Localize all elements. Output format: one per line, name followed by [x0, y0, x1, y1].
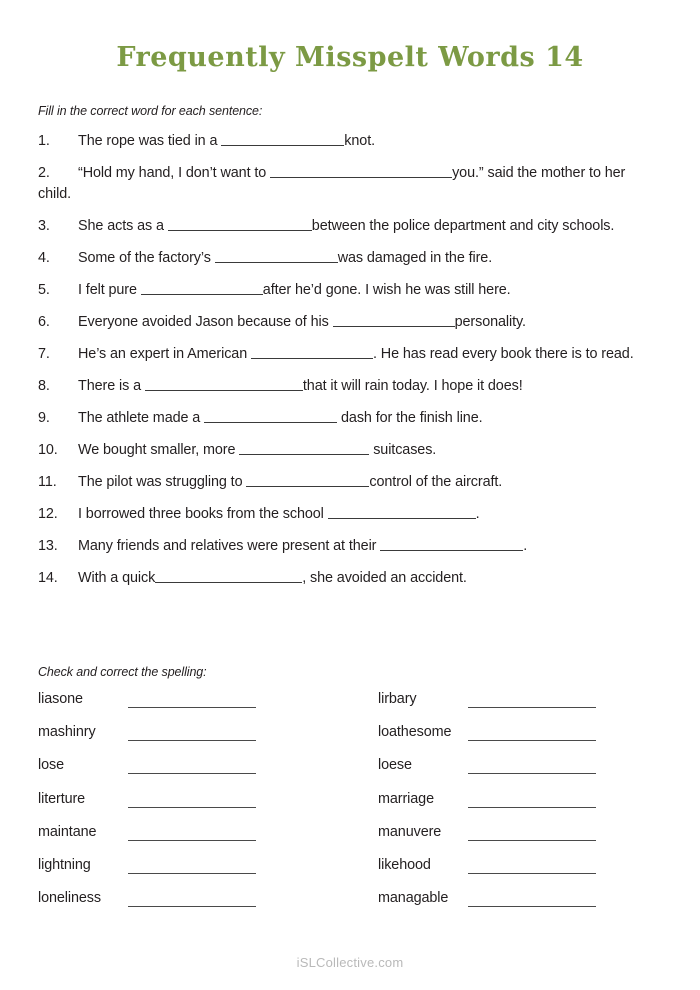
answer-blank[interactable]: [328, 505, 476, 519]
misspelt-word: mashinry: [38, 724, 96, 741]
answer-blank[interactable]: [204, 409, 337, 423]
answer-blank[interactable]: [155, 569, 302, 583]
answer-blank[interactable]: [215, 249, 338, 263]
question-text-after-blank: personality.: [454, 314, 526, 330]
answer-blank[interactable]: [246, 473, 369, 487]
spelling-correction-section: [0, 690, 700, 930]
question-item: [38, 248, 648, 269]
misspelt-word: managable: [378, 890, 449, 907]
question-text-after-blank: .: [523, 538, 528, 554]
spelling-answer-blank[interactable]: [128, 740, 256, 741]
spelling-answer-blank[interactable]: [468, 873, 596, 874]
spelling-row: [38, 790, 338, 823]
question-text-after-blank: you.” said the mother to her child.: [38, 165, 626, 202]
misspelt-word: lose: [38, 757, 64, 774]
question-text-after-blank: was damaged in the fire.: [337, 250, 493, 266]
spelling-row: [378, 790, 678, 823]
spelling-row: [378, 889, 678, 922]
question-number: 10.: [38, 442, 58, 458]
question-number: 12.: [38, 506, 58, 522]
question-item: [38, 536, 648, 557]
question-number: 4.: [38, 250, 50, 266]
answer-blank[interactable]: [380, 537, 523, 551]
spelling-row: [38, 823, 338, 856]
spelling-row: [38, 856, 338, 889]
misspelt-word: manuvere: [378, 823, 442, 840]
spelling-column-left: [38, 690, 338, 922]
spelling-column-right: [378, 690, 678, 922]
question-number: 13.: [38, 538, 58, 554]
answer-blank[interactable]: [145, 377, 303, 391]
spelling-answer-blank[interactable]: [468, 906, 596, 907]
misspelt-word: literture: [38, 790, 86, 807]
spelling-instruction: Check and correct the spelling:: [38, 665, 207, 679]
question-number: 5.: [38, 282, 50, 298]
question-number: 9.: [38, 410, 50, 426]
question-text-after-blank: . He has read every book there is to read.: [373, 346, 634, 362]
answer-blank[interactable]: [141, 281, 263, 295]
misspelt-word: loese: [378, 757, 412, 774]
misspelt-word: marriage: [378, 790, 434, 807]
question-text-before-blank: The rope was tied in a: [78, 133, 222, 149]
answer-blank[interactable]: [270, 164, 452, 178]
question-number: 7.: [38, 346, 50, 362]
question-item: [38, 504, 648, 525]
question-text-after-blank: between the police department and city schools.: [311, 218, 615, 234]
spelling-answer-blank[interactable]: [468, 740, 596, 741]
spelling-row: [38, 690, 338, 723]
misspelt-word: likehood: [378, 856, 431, 873]
question-item: [38, 344, 648, 365]
spelling-answer-blank[interactable]: [128, 707, 256, 708]
question-item: [38, 568, 648, 589]
fill-in-instruction: Fill in the correct word for each sentence:: [38, 104, 263, 118]
misspelt-word: lightning: [38, 856, 91, 873]
question-text-before-blank: We bought smaller, more: [78, 442, 240, 458]
spelling-answer-blank[interactable]: [128, 906, 256, 907]
question-text-after-blank: after he’d gone. I wish he was still here.: [262, 282, 511, 298]
question-item: [38, 131, 648, 152]
fill-in-question-list: [38, 131, 648, 600]
spelling-row: [378, 856, 678, 889]
misspelt-word: loathesome: [378, 724, 452, 741]
question-item: [38, 312, 648, 333]
question-item: [38, 376, 648, 397]
question-text-before-blank: He’s an expert in American: [78, 346, 252, 362]
question-text-after-blank: , she avoided an accident.: [302, 570, 467, 586]
question-item: [38, 216, 648, 237]
question-text-after-blank: .: [475, 506, 480, 522]
question-number: 6.: [38, 314, 50, 330]
question-text-before-blank: I felt pure: [78, 282, 141, 298]
spelling-answer-blank[interactable]: [468, 773, 596, 774]
question-number: 14.: [38, 570, 58, 586]
spelling-answer-blank[interactable]: [128, 840, 256, 841]
question-text-after-blank: that it will rain today. I hope it does!: [302, 378, 523, 394]
spelling-row: [378, 690, 678, 723]
spelling-row: [378, 823, 678, 856]
misspelt-word: lirbary: [378, 691, 417, 707]
answer-blank[interactable]: [239, 441, 369, 455]
question-number: 1.: [38, 133, 50, 149]
question-item: [38, 472, 648, 493]
question-text-before-blank: I borrowed three books from the school: [78, 506, 328, 522]
misspelt-word: liasone: [38, 691, 83, 707]
question-text-before-blank: She acts as a: [78, 218, 168, 234]
question-number: 8.: [38, 378, 50, 394]
spelling-row: [378, 723, 678, 756]
question-item: [38, 408, 648, 429]
misspelt-word: maintane: [38, 823, 97, 840]
answer-blank[interactable]: [333, 313, 455, 327]
question-item: [38, 440, 648, 461]
spelling-answer-blank[interactable]: [128, 807, 256, 808]
question-text-before-blank: Many friends and relatives were present at their: [78, 538, 381, 554]
spelling-answer-blank[interactable]: [468, 840, 596, 841]
spelling-answer-blank[interactable]: [128, 873, 256, 874]
question-text-before-blank: With a quick: [78, 570, 156, 586]
answer-blank[interactable]: [251, 345, 373, 359]
footer-watermark: iSLCollective.com: [296, 955, 404, 970]
answer-blank[interactable]: [221, 132, 344, 146]
answer-blank[interactable]: [168, 217, 312, 231]
question-text-after-blank: control of the aircraft.: [369, 474, 503, 490]
question-item: [38, 280, 648, 301]
spelling-row: [378, 756, 678, 789]
spelling-answer-blank[interactable]: [468, 807, 596, 808]
page-title: Frequently Misspelt Words 14: [116, 42, 584, 73]
spelling-row: [38, 889, 338, 922]
question-number: 2.: [38, 165, 50, 181]
spelling-answer-blank[interactable]: [128, 773, 256, 774]
question-text-before-blank: The pilot was struggling to: [78, 474, 247, 490]
question-text-before-blank: The athlete made a: [78, 410, 205, 426]
question-text-before-blank: There is a: [78, 378, 145, 394]
question-number: 11.: [38, 474, 57, 490]
question-text-after-blank: suitcases.: [369, 442, 437, 458]
spelling-row: [38, 723, 338, 756]
question-text-before-blank: “Hold my hand, I don’t want to: [78, 165, 271, 181]
question-text-before-blank: Everyone avoided Jason because of his: [78, 314, 333, 330]
question-item: [38, 163, 648, 205]
question-text-before-blank: Some of the factory’s: [78, 250, 215, 266]
spelling-answer-blank[interactable]: [468, 707, 596, 708]
question-number: 3.: [38, 218, 50, 234]
misspelt-word: loneliness: [38, 890, 101, 907]
spelling-row: [38, 756, 338, 789]
question-text-after-blank: knot.: [344, 133, 375, 149]
question-text-after-blank: dash for the finish line.: [337, 410, 483, 426]
